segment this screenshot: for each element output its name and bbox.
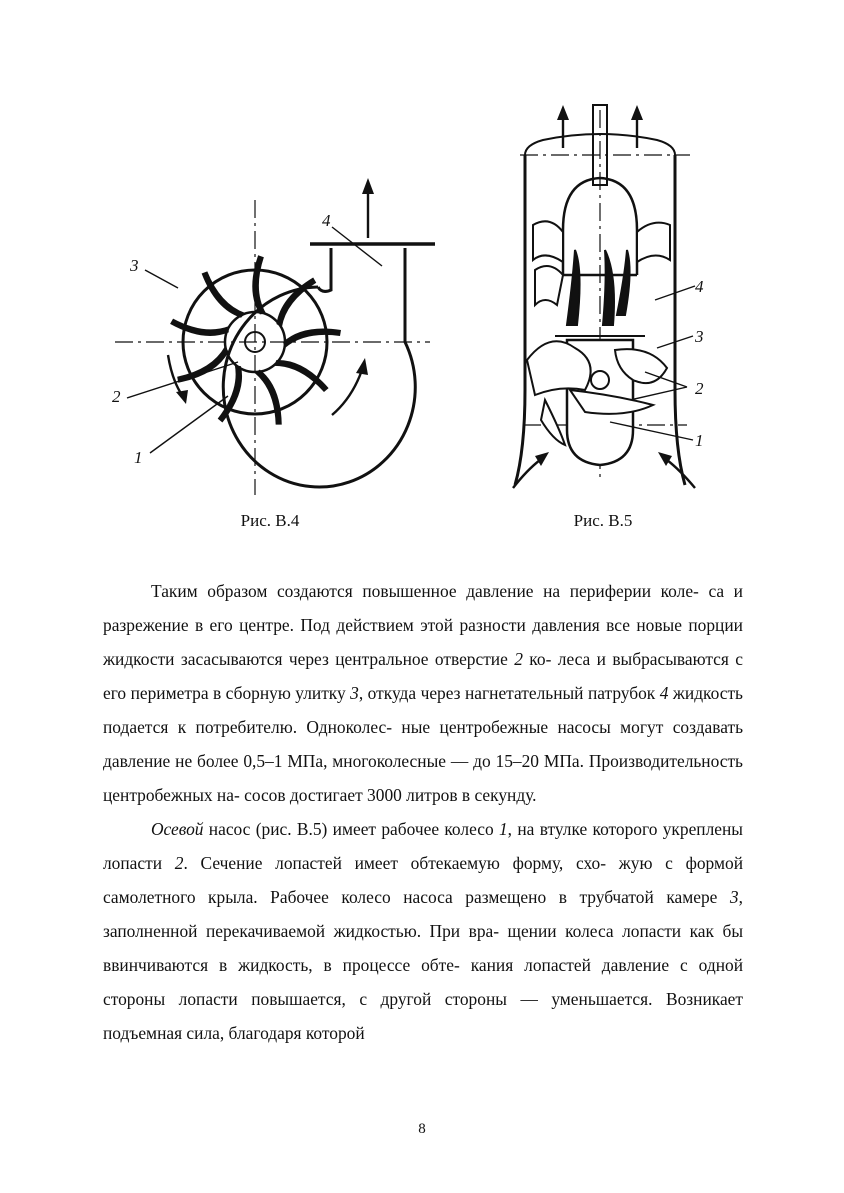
text-run: стороны — уменьшается. Возникает подъемная сила, благодаря которой <box>103 989 743 1043</box>
label-1: 1 <box>134 448 143 467</box>
text-run: 3 <box>729 887 739 907</box>
text-run: многоколесные — до 15–20 МПа. Производительность центробежных на- <box>103 751 743 805</box>
text-run: жую с формой самолетного крыла. Рабочее колесо насоса размещено в <box>103 853 743 907</box>
text-run: Таким образом создаются повышенное давление на периферии коле- <box>151 581 699 601</box>
text-run: кания лопастей давление с одной стороны лопасти повышается, с другой <box>103 955 744 1009</box>
paragraph-1 <box>103 574 743 812</box>
text-run: насос (рис. В.5) имеет рабочее колесо <box>203 819 499 839</box>
text-run: леса и выбрасываются с его периметра в сборную улитку <box>103 649 743 703</box>
text-run: 4 <box>659 683 669 703</box>
text-run: сосов достигает 3000 литров в секунду. <box>244 785 537 805</box>
body-text <box>103 574 743 1050</box>
label-4: 4 <box>322 211 331 230</box>
caption-b4: Рис. В.4 <box>240 511 300 530</box>
text-run: , откуда через <box>358 683 461 703</box>
text-run: новые порции жидкости засасываются через центральное отверстие <box>103 615 743 669</box>
caption-b5: Рис. В.5 <box>573 511 633 530</box>
label-3: 3 <box>695 327 704 346</box>
text-run: Осевой <box>151 819 204 839</box>
text-run: , заполненной перекачиваемой жидкостью. При вра- <box>103 887 743 941</box>
paragraph-2 <box>103 812 743 1050</box>
text-run: нагнетательный патрубок <box>465 683 660 703</box>
page-number: 8 <box>418 1121 426 1137</box>
text-run: ные центробежные насосы могут создавать давление не более 0,5–1 МПа, <box>103 717 744 771</box>
axial-pump-drawing <box>505 100 725 500</box>
text-run: 2 <box>174 853 184 873</box>
text-run: жидкость подается к потребителю. Одноколес- <box>103 683 743 737</box>
figure-b4 <box>100 170 445 500</box>
label-3: 3 <box>130 256 139 275</box>
text-run: ко- <box>522 649 552 669</box>
text-run: , на втулке которого <box>507 819 658 839</box>
text-run: укреплены лопасти <box>103 819 743 873</box>
text-run: трубчатой камере <box>579 887 730 907</box>
label-1: 1 <box>695 431 704 450</box>
label-4: 4 <box>695 277 704 296</box>
text-run: са и разрежение в его центре. Под действием этой разности давления все <box>103 581 743 635</box>
text-run: 1 <box>498 819 508 839</box>
text-run: 3 <box>350 683 359 703</box>
label-2: 2 <box>112 387 121 406</box>
label-2: 2 <box>695 379 704 398</box>
text-run: . Сечение лопастей имеет обтекаемую форму, схо- <box>183 853 606 873</box>
text-run: щении колеса лопасти как бы ввинчиваются в жидкость, в процессе обте- <box>103 921 744 975</box>
centrifugal-pump-drawing <box>100 170 445 500</box>
text-run: 2 <box>514 649 523 669</box>
figure-b5 <box>505 100 725 500</box>
